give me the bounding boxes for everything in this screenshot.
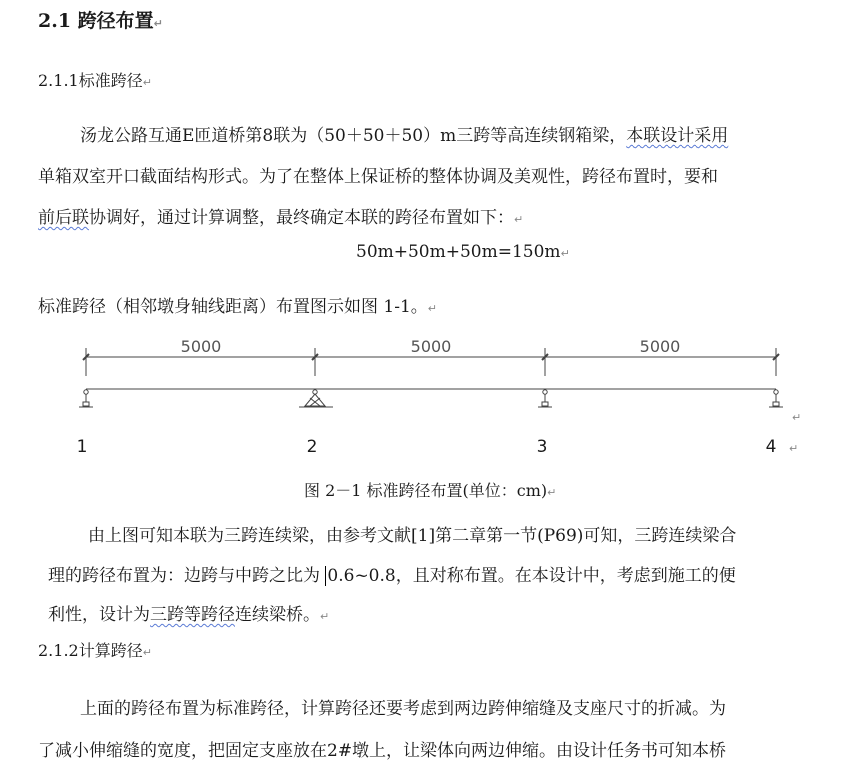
paragraph-mark: ↵ bbox=[547, 486, 557, 499]
text-run: 标准跨径（相邻墩身轴线距离）布置图示如图 1-1。 bbox=[38, 297, 428, 317]
text-run: 汤龙公路互通E匝道桥第8联为（50＋50＋50）m三跨等高连续钢箱梁， bbox=[80, 126, 627, 146]
span-length-2: 5000 bbox=[410, 337, 452, 356]
para3-line2: 了减小伸缩缝的宽度，把固定支座放在2#墩上，让梁体向两边伸缩。由设计任务书可知本桥 bbox=[38, 741, 727, 761]
subheading-text: 2.1.1标准跨径 bbox=[38, 71, 143, 90]
formula-text: 50m+50m+50m=150m bbox=[356, 242, 561, 262]
text-run: 连续梁桥。 bbox=[235, 605, 320, 625]
roller-support-3 bbox=[538, 390, 552, 407]
text-run: 理的跨径布置为：边跨与中跨之比为 bbox=[48, 566, 326, 586]
para1-line1 bbox=[80, 121, 728, 146]
pier-label-4: 4 bbox=[765, 437, 777, 457]
span-length-1: 5000 bbox=[180, 337, 222, 356]
paragraph-mark: ↵ bbox=[789, 442, 799, 455]
paragraph-mark: ↵ bbox=[320, 610, 330, 623]
span-length-3: 5000 bbox=[639, 337, 681, 356]
paragraph-mark: ↵ bbox=[142, 76, 152, 89]
pier-label-2: 2 bbox=[306, 437, 318, 457]
pier-label-3: 3 bbox=[536, 437, 548, 457]
paragraph-mark: ↵ bbox=[514, 213, 524, 226]
para3-line1: 上面的跨径布置为标准跨径，计算跨径还要考虑到两边跨伸缩缝及支座尺寸的折减。为 bbox=[80, 699, 726, 719]
subheading-text: 2.1.2计算跨径 bbox=[38, 641, 143, 660]
figure-caption bbox=[304, 478, 556, 501]
span-formula bbox=[356, 242, 570, 262]
para2-line3 bbox=[48, 600, 329, 625]
paragraph-mark: ↵ bbox=[560, 247, 570, 260]
text-run: 利性，设计为 bbox=[48, 605, 150, 625]
caption-text: 图 2－1 标准跨径布置(单位：cm) bbox=[304, 481, 548, 500]
para1-line3 bbox=[38, 203, 523, 228]
text-cursor-run: 0.6~0.8，且对称布置。在本设计中，考虑到施工的便 bbox=[327, 566, 736, 586]
spellcheck-text: 前后联 bbox=[38, 208, 89, 228]
roller-support-4 bbox=[769, 390, 783, 407]
para2-line1: 由上图可知本联为三跨连续梁，由参考文献[1]第二章第一节(P69)可知，三跨连续梁合 bbox=[88, 526, 737, 546]
figure-intro bbox=[38, 292, 437, 317]
paragraph-mark: ↵ bbox=[153, 17, 163, 30]
spellcheck-text: 本联设计采用 bbox=[626, 126, 729, 146]
paragraph-mark: ↵ bbox=[792, 411, 802, 424]
spellcheck-text: 三跨等跨径 bbox=[150, 605, 235, 625]
paragraph-mark: ↵ bbox=[427, 302, 437, 315]
span-layout-diagram bbox=[0, 330, 852, 460]
para1-line2: 单箱双室开口截面结构形式。为了在整体上保证桥的整体协调及美观性，跨径布置时，要和 bbox=[38, 167, 718, 187]
pier-label-1: 1 bbox=[76, 437, 88, 457]
section-heading bbox=[38, 6, 163, 33]
para2-line2 bbox=[48, 561, 736, 586]
section-heading-text: 2.1 跨径布置 bbox=[38, 10, 154, 32]
roller-support-1 bbox=[79, 390, 93, 407]
fixed-support-2 bbox=[299, 390, 333, 407]
subheading-standard-span bbox=[38, 68, 152, 91]
text-run: 协调好，通过计算调整，最终确定本联的跨径布置如下： bbox=[89, 208, 514, 228]
paragraph-mark: ↵ bbox=[142, 646, 152, 659]
subheading-calc-span bbox=[38, 638, 152, 661]
